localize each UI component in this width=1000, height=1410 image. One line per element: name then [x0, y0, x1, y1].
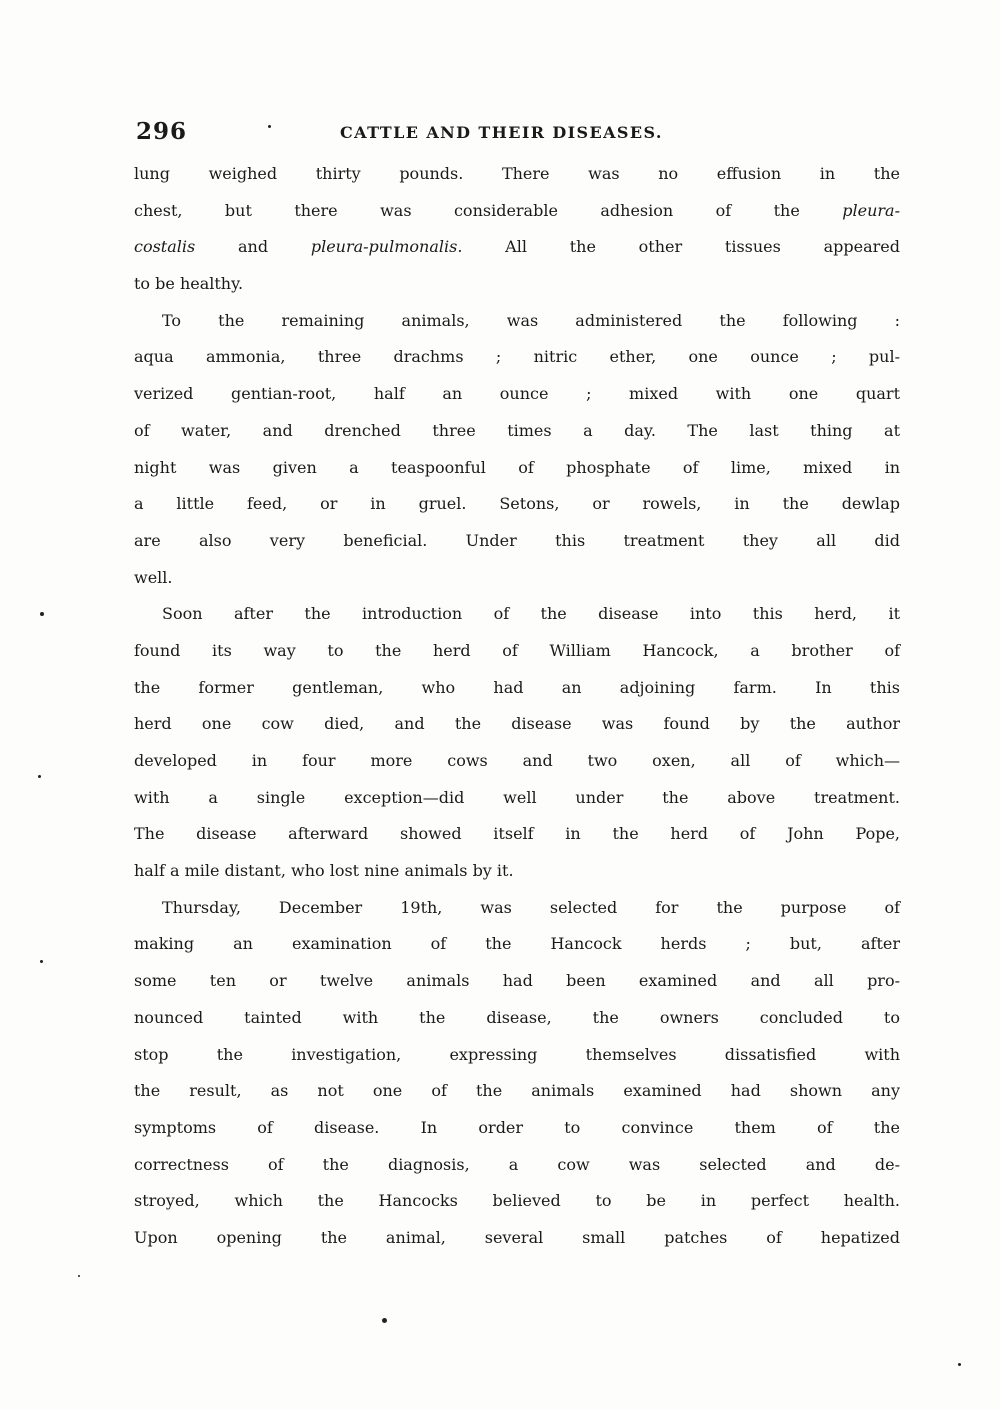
text-line: verized gentian-root, half an ounce ; mixed with one quart	[134, 384, 900, 404]
text-line: the former gentleman, who had an adjoining farm. In this	[134, 677, 900, 697]
text-line: some ten or twelve animals had been examined and all pro-	[134, 971, 900, 991]
running-title: CATTLE AND THEIR DISEASES.	[340, 123, 663, 142]
text-line: night was given a teaspoonful of phosphate of lime, mixed in	[134, 457, 900, 477]
text-line: stop the investigation, expressing themselves dissatisfied with	[134, 1044, 900, 1064]
text-line: herd one cow died, and the disease was found by the author	[134, 714, 900, 734]
text-line: a little feed, or in gruel. Setons, or rowels, in the dewlap	[134, 494, 900, 514]
text-line: making an examination of the Hancock herds ; but, after	[134, 934, 900, 954]
body-text	[134, 164, 900, 1265]
text-line: symptoms of disease. In order to convince them of the	[134, 1117, 900, 1137]
text-line: are also very beneficial. Under this treatment they all did	[134, 530, 900, 550]
scan-speck	[268, 125, 271, 128]
text-line: to be healthy.	[134, 274, 244, 294]
text-line: stroyed, which the Hancocks believed to be in perfect health.	[134, 1191, 900, 1211]
text-line: The disease afterward showed itself in the herd of John Pope,	[134, 824, 900, 844]
text-line: half a mile distant, who lost nine animals by it.	[134, 861, 514, 881]
scan-speck	[382, 1318, 387, 1323]
text-line: developed in four more cows and two oxen, all of which—	[134, 751, 900, 770]
text-line: costalis and pleura-pulmonalis. All the other tissues appeared	[134, 237, 901, 257]
text-line: nounced tainted with the disease, the owners concluded to	[134, 1007, 900, 1027]
scan-speck	[40, 612, 44, 616]
text-line: Thursday, December 19th, was selected for the purpose of	[162, 897, 900, 917]
text-line: well.	[134, 567, 173, 587]
italic-term: pleura-	[842, 200, 900, 220]
text-line: lung weighed thirty pounds. There was no effusion in the	[134, 164, 900, 183]
text-line: Upon opening the animal, several small patches of hepatized	[134, 1227, 900, 1247]
text-line: the result, as not one of the animals examined had shown any	[134, 1081, 900, 1101]
scan-speck	[40, 960, 43, 963]
text-line: correctness of the diagnosis, a cow was selected and de-	[134, 1154, 900, 1174]
italic-term: costalis	[134, 237, 196, 257]
text-line: found its way to the herd of William Hancock, a brother of	[134, 640, 900, 660]
text-line: chest, but there was considerable adhesion of the pleura-	[134, 200, 900, 220]
italic-term: pleura-pulmonalis.	[310, 237, 463, 257]
scan-speck	[78, 1275, 80, 1277]
running-head	[136, 118, 900, 148]
text-line: of water, and drenched three times a day. The last thing at	[134, 420, 900, 440]
text-line: To the remaining animals, was administered the following :	[162, 310, 900, 330]
text-line: Soon after the introduction of the disease into this herd, it	[162, 604, 900, 624]
page-number: 296	[136, 118, 188, 145]
scan-speck	[38, 775, 41, 778]
text-line: with a single exception—did well under the above treatment.	[134, 787, 900, 807]
text-line: aqua ammonia, three drachms ; nitric ether, one ounce ; pul-	[134, 347, 900, 367]
scan-speck	[958, 1363, 961, 1366]
